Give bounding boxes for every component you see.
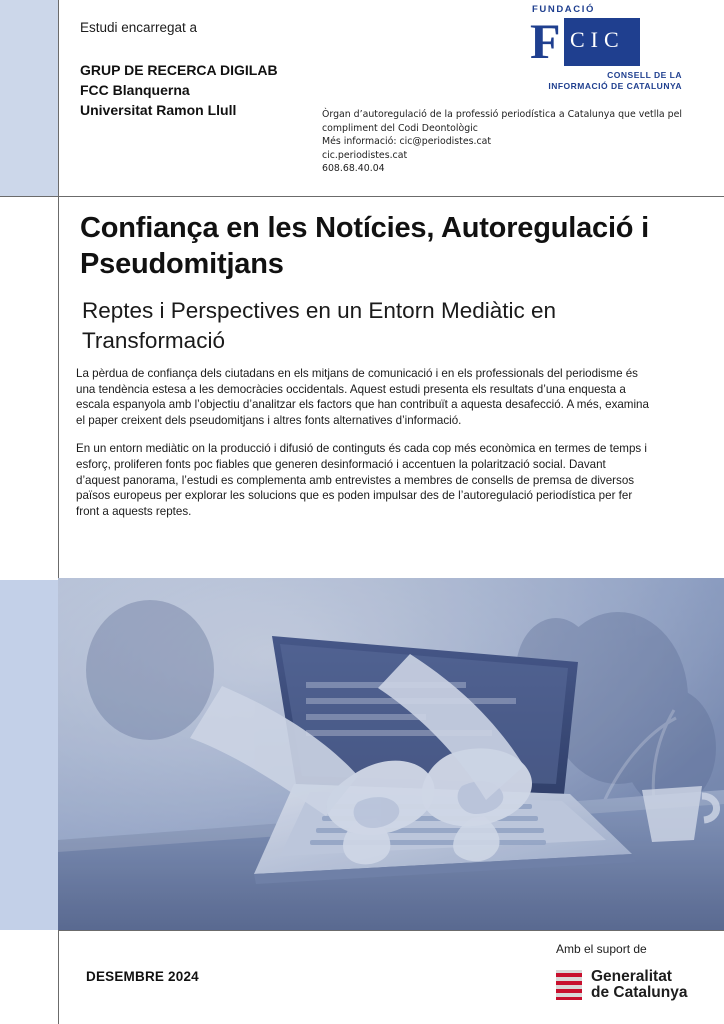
cover-photo [58,578,724,930]
abstract-paragraph-2: En un entorn mediàtic on la producció i difusió de continguts és cada cop més econòmica en termes de temps i esforç, proliferen fonts poc fiables que generen desinformació i accentuen la polarització social. Davant d’aquest panorama, l’estudi es complementa amb entrevistes a membres de consells de premsa de diversos països europeus per explorar les solucions que es poden impulsar des de l’autoregulació periodística per fer front a aquests reptes. [76,442,647,518]
commissioned-by-line-2: FCC Blanquerna [80,82,190,98]
org-desc-line-1: Òrgan d’autoregulació de la professió periodística a Catalunya que vetlla pel [322,109,682,120]
document-subtitle: Reptes i Perspectives en un Entorn Mediàtic en Transformació [82,298,557,353]
title-block [80,210,690,356]
generalitat-wordmark [591,969,687,1001]
fcic-logo [530,4,710,92]
generalitat-flag-icon [556,970,582,1000]
generalitat-logo [556,969,687,1001]
logo-subtitle [530,70,682,92]
band-segment-footer [0,930,58,1024]
logo-letter-f: F [530,13,561,69]
support-label: Amb el suport de [556,942,647,956]
logo-fundacio-word: FUNDACIÓ [532,4,595,15]
org-desc-line-2: compliment del Codi Deontològic [322,122,478,134]
org-desc-line-3: Més informació: cic@periodistes.cat [322,136,492,147]
logo-subtitle-line-1: CONSELL DE LA [607,70,682,80]
document-header [60,0,724,196]
commissioned-label: Estudi encarregat a [80,20,198,35]
logo-marks [530,13,710,72]
org-desc-line-5: 608.68.40.04 [322,163,385,174]
generalitat-line-2: de Catalunya [591,984,688,1001]
band-segment-white [0,196,58,580]
logo-letters-cic: CIC [570,27,625,52]
commissioned-by-line-1: GRUP DE RECERCA DIGILAB [80,62,278,78]
generalitat-line-1: Generalitat [591,968,672,985]
logo-subtitle-line-2: INFORMACIÓ DE CATALUNYA [548,81,682,91]
commissioned-by [80,60,278,120]
band-segment-top [0,0,58,196]
band-segment-bottom [0,580,58,930]
document-title: Confiança en les Notícies, Autoregulació i Pseudomitjans [80,212,650,280]
document-footer [58,931,724,1024]
org-desc-line-4: cic.periodistes.cat [322,149,408,161]
publication-date: DESEMBRE 2024 [86,969,199,984]
left-color-band [0,0,58,1024]
organisation-description [322,108,714,176]
commissioned-by-line-3: Universitat Ramon Llull [80,102,237,118]
abstract [76,366,652,532]
abstract-paragraph-1: La pèrdua de confiança dels ciutadans en els mitjans de comunicació i en els professionals del periodisme és una tendència estesa a les democràcies occidentals. Aquest estudi presenta els resultats d’una enquesta a escala espanyola amb l’objectiu d’analitzar els factors que han contribuït a aquesta desafecció. A més, examina el paper creixent dels pseudomitjans i altres fonts alternatives d’informació. [76,367,649,427]
header-divider [0,196,724,197]
